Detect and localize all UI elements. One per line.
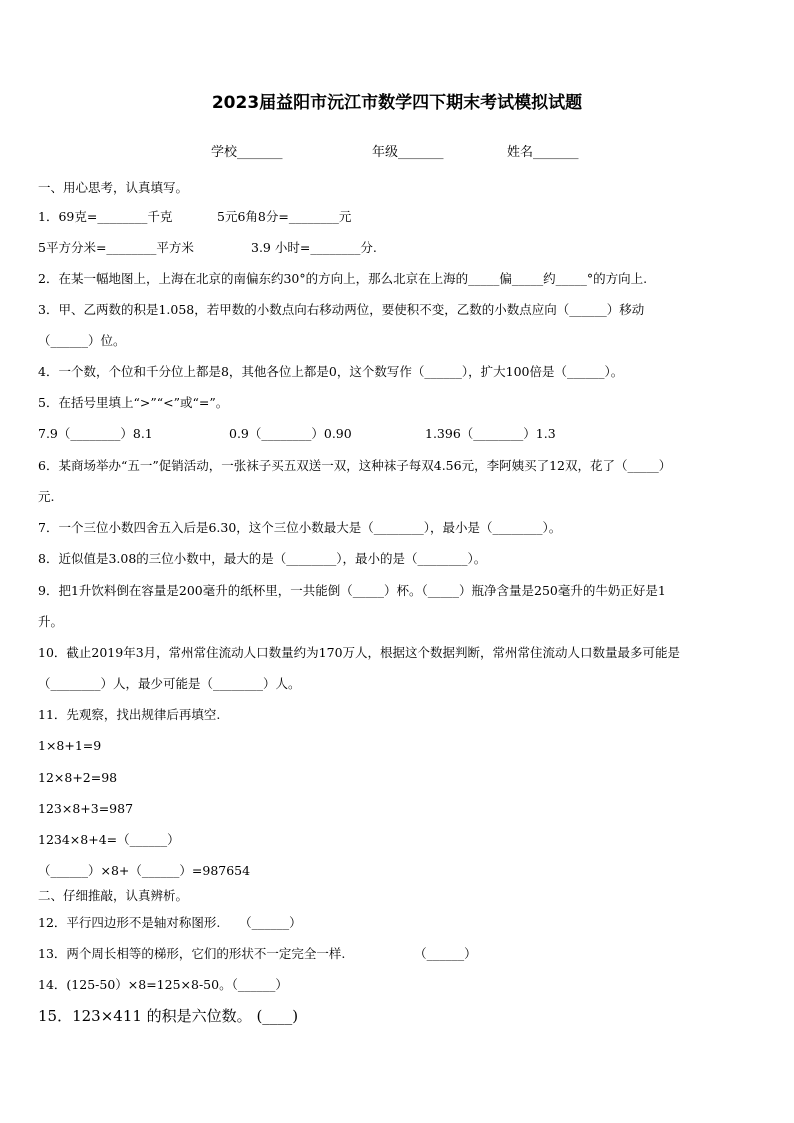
question-11-row-3: 123×8+3=987: [38, 801, 134, 816]
grade-field: 年级_______: [372, 145, 444, 160]
question-6-line-1: 6．某商场举办“五一”促销活动，一张袜子买五双送一双，这种袜子每双4.56元，李阿姨买了12双，花了（_____）: [38, 458, 672, 473]
question-10-line-1: 10．截止2019年3月，常州常住流动人口数量约为170万人，根据这个数据判断，常州常住流动人口数量最多可能是: [38, 645, 681, 660]
question-5-item-a: 7.9（________）8.1: [38, 426, 153, 441]
question-6-line-2: 元.: [38, 489, 55, 504]
question-9-line-2: 升。: [38, 614, 64, 629]
question-14: 14．(125-50）×8=125×8-50。（______）: [38, 977, 288, 992]
question-13: 13．两个周长相等的梯形，它们的形状不一定完全一样. （______）: [38, 946, 477, 961]
question-8: 8．近似值是3.08的三位小数中，最大的是（________），最小的是（________）。: [38, 551, 487, 566]
school-field: 学校_______: [211, 145, 283, 160]
question-4: 4．一个数，个位和千分位上都是8，其他各位上都是0，这个数写作（______），扩大100倍是（______）。: [38, 364, 624, 379]
question-11-row-4: 1234×8+4=（______）: [38, 832, 180, 847]
question-11-row-1: 1×8+1=9: [38, 738, 102, 753]
question-11-row-2: 12×8+2=98: [38, 770, 118, 785]
question-3-line-2: （______）位。: [38, 333, 126, 348]
question-7: 7．一个三位小数四舍五入后是6.30，这个三位小数最大是（________），最小是（________）。: [38, 520, 562, 535]
question-15: 15．123×411 的积是六位数。 (____): [38, 1007, 299, 1025]
question-9-line-1: 9．把1升饮料倒在容量是200毫升的纸杯里，一共能倒（_____）杯。（_____）瓶净含量是250毫升的牛奶正好是1: [38, 583, 666, 598]
section-2-heading: 二、仔细推敲，认真辨析。: [38, 888, 189, 903]
question-5: 5．在括号里填上“>”“<”或“=”。: [38, 395, 229, 410]
question-10-line-2: （________）人，最少可能是（________）人。: [38, 676, 301, 691]
question-1-part-d: 3.9 小时=________分.: [251, 240, 377, 255]
question-2: 2．在某一幅地图上，上海在北京的南偏东约30°的方向上，那么北京在上海的_____偏_____约_____°的方向上.: [38, 271, 648, 286]
page-title: 2023届益阳市沅江市数学四下期末考试模拟试题: [211, 93, 583, 113]
question-1-part-a: 1．69克=________千克: [38, 209, 173, 224]
question-11: 11．先观察，找出规律后再填空.: [38, 707, 221, 722]
question-1-part-b: 5元6角8分=________元: [217, 209, 352, 224]
question-5-item-b: 0.9（________）0.90: [229, 426, 352, 441]
question-12: 12．平行四边形不是轴对称图形. （______）: [38, 915, 302, 930]
question-3-line-1: 3．甲、乙两数的积是1.058，若甲数的小数点向右移动两位，要使积不变，乙数的小数点应向（______）移动: [38, 302, 645, 317]
question-11-row-5: （______）×8+（______）=987654: [38, 863, 251, 878]
name-field: 姓名_______: [507, 145, 579, 160]
section-1-heading: 一、用心思考，认真填写。: [38, 180, 189, 195]
question-1-part-c: 5平方分米=________平方米: [38, 240, 194, 255]
question-5-item-c: 1.396（________）1.3: [425, 426, 556, 441]
